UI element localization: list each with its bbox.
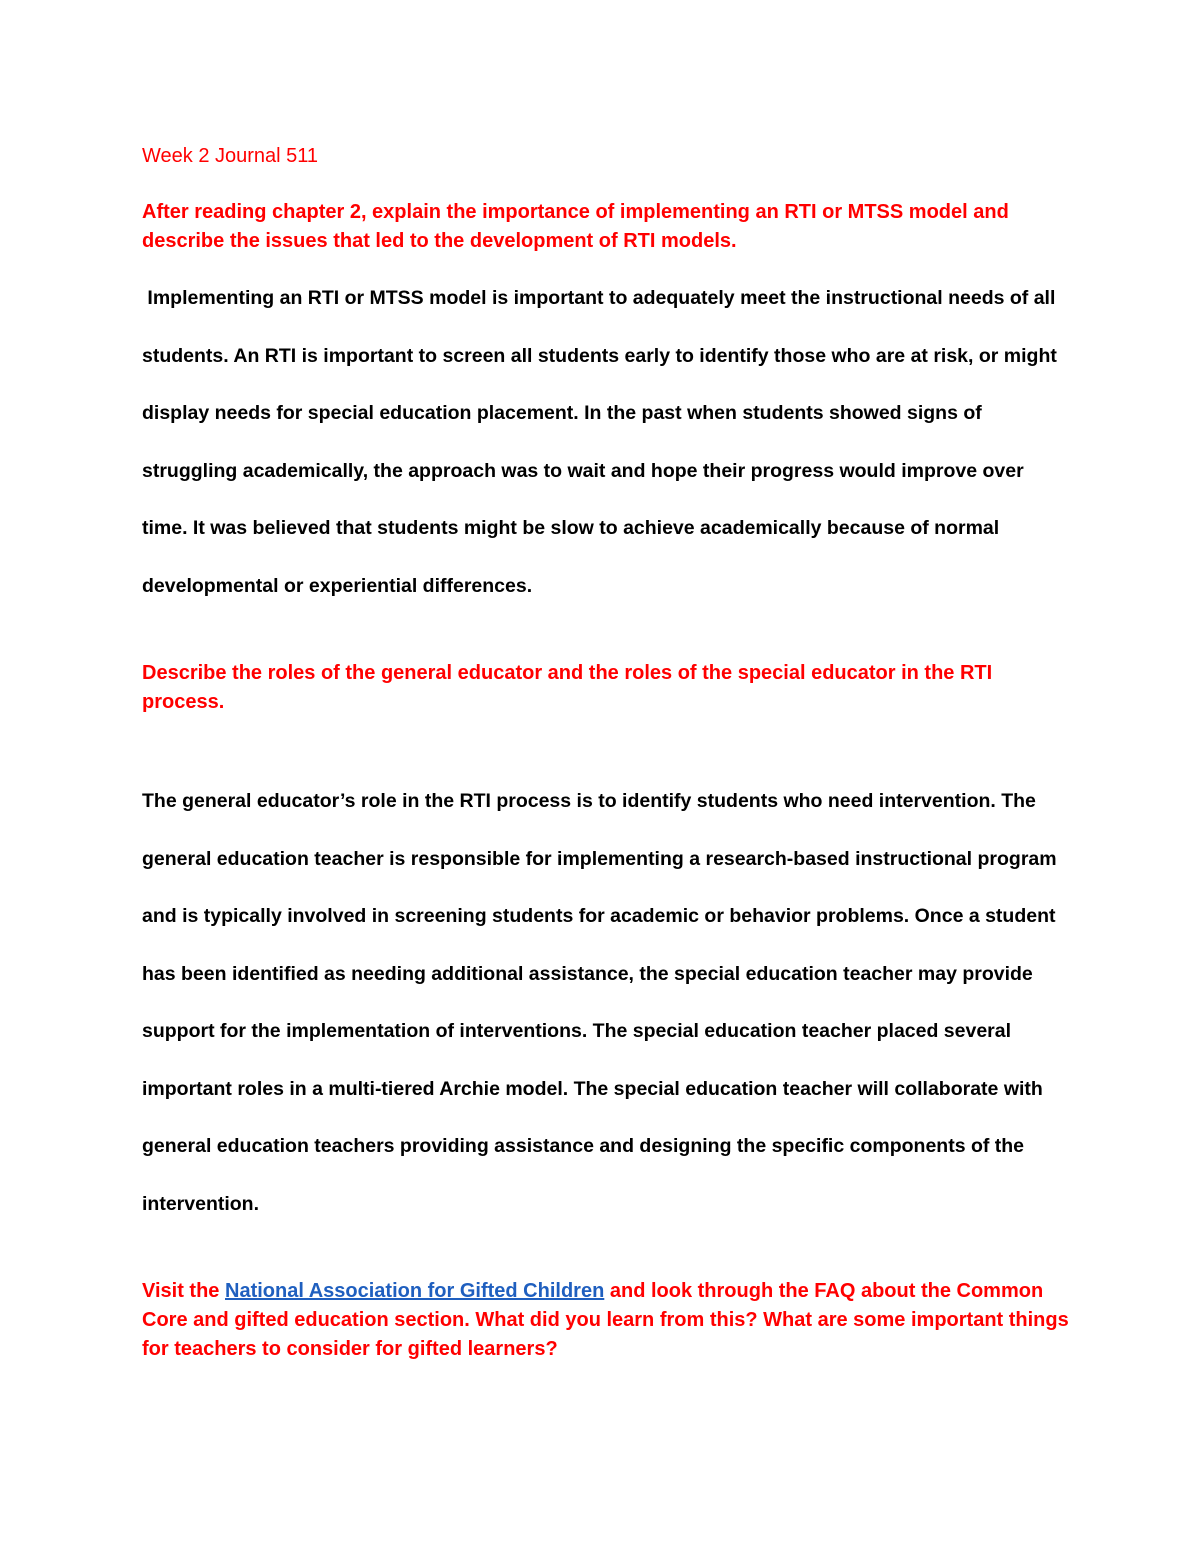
document-page: [142, 140, 1072, 1364]
answer-2: The general educator’s role in the RTI process is to identify students who need intervention. The general education teacher is responsible for implementing a research-based instructional program and is typically involved in screening students for academic or behavior problems. Once a student has been identified as needing additional assistance, the special education teacher may provide support for the implementation of interventions. The special education teacher placed several important roles in a multi-tiered Archie model. The special education teacher will collaborate with general education teachers providing assistance and designing the specific components of the intervention.: [142, 790, 1057, 1215]
answer-1: Implementing an RTI or MTSS model is important to adequately meet the instructional needs of all students. An RTI is important to screen all students early to identify those who are at risk, or might display needs for special education placement. In the past when students showed signs of struggling academically, the approach was to wait and hope their progress would improve over time. It was believed that students might be slow to achieve academically because of normal developmental or experiential differences.: [142, 287, 1063, 597]
question-3-after-link: and look through the FAQ about the Common Core and gifted education section. What did you learn from this? What are some important things for teachers to consider for gifted learners?: [142, 1280, 1069, 1360]
question-1: After reading chapter 2, explain the importance of implementing an RTI or MTSS model and describe the issues that led to the development of RTI models.: [142, 201, 1009, 252]
question-2: Describe the roles of the general educator and the roles of the special educator in the RTI process.: [142, 662, 993, 713]
question-3: [142, 1277, 1072, 1364]
document-title: Week 2 Journal 511: [142, 145, 319, 167]
nagc-link[interactable]: National Association for Gifted Children: [225, 1280, 605, 1302]
question-3-before-link: Visit the: [142, 1280, 225, 1302]
